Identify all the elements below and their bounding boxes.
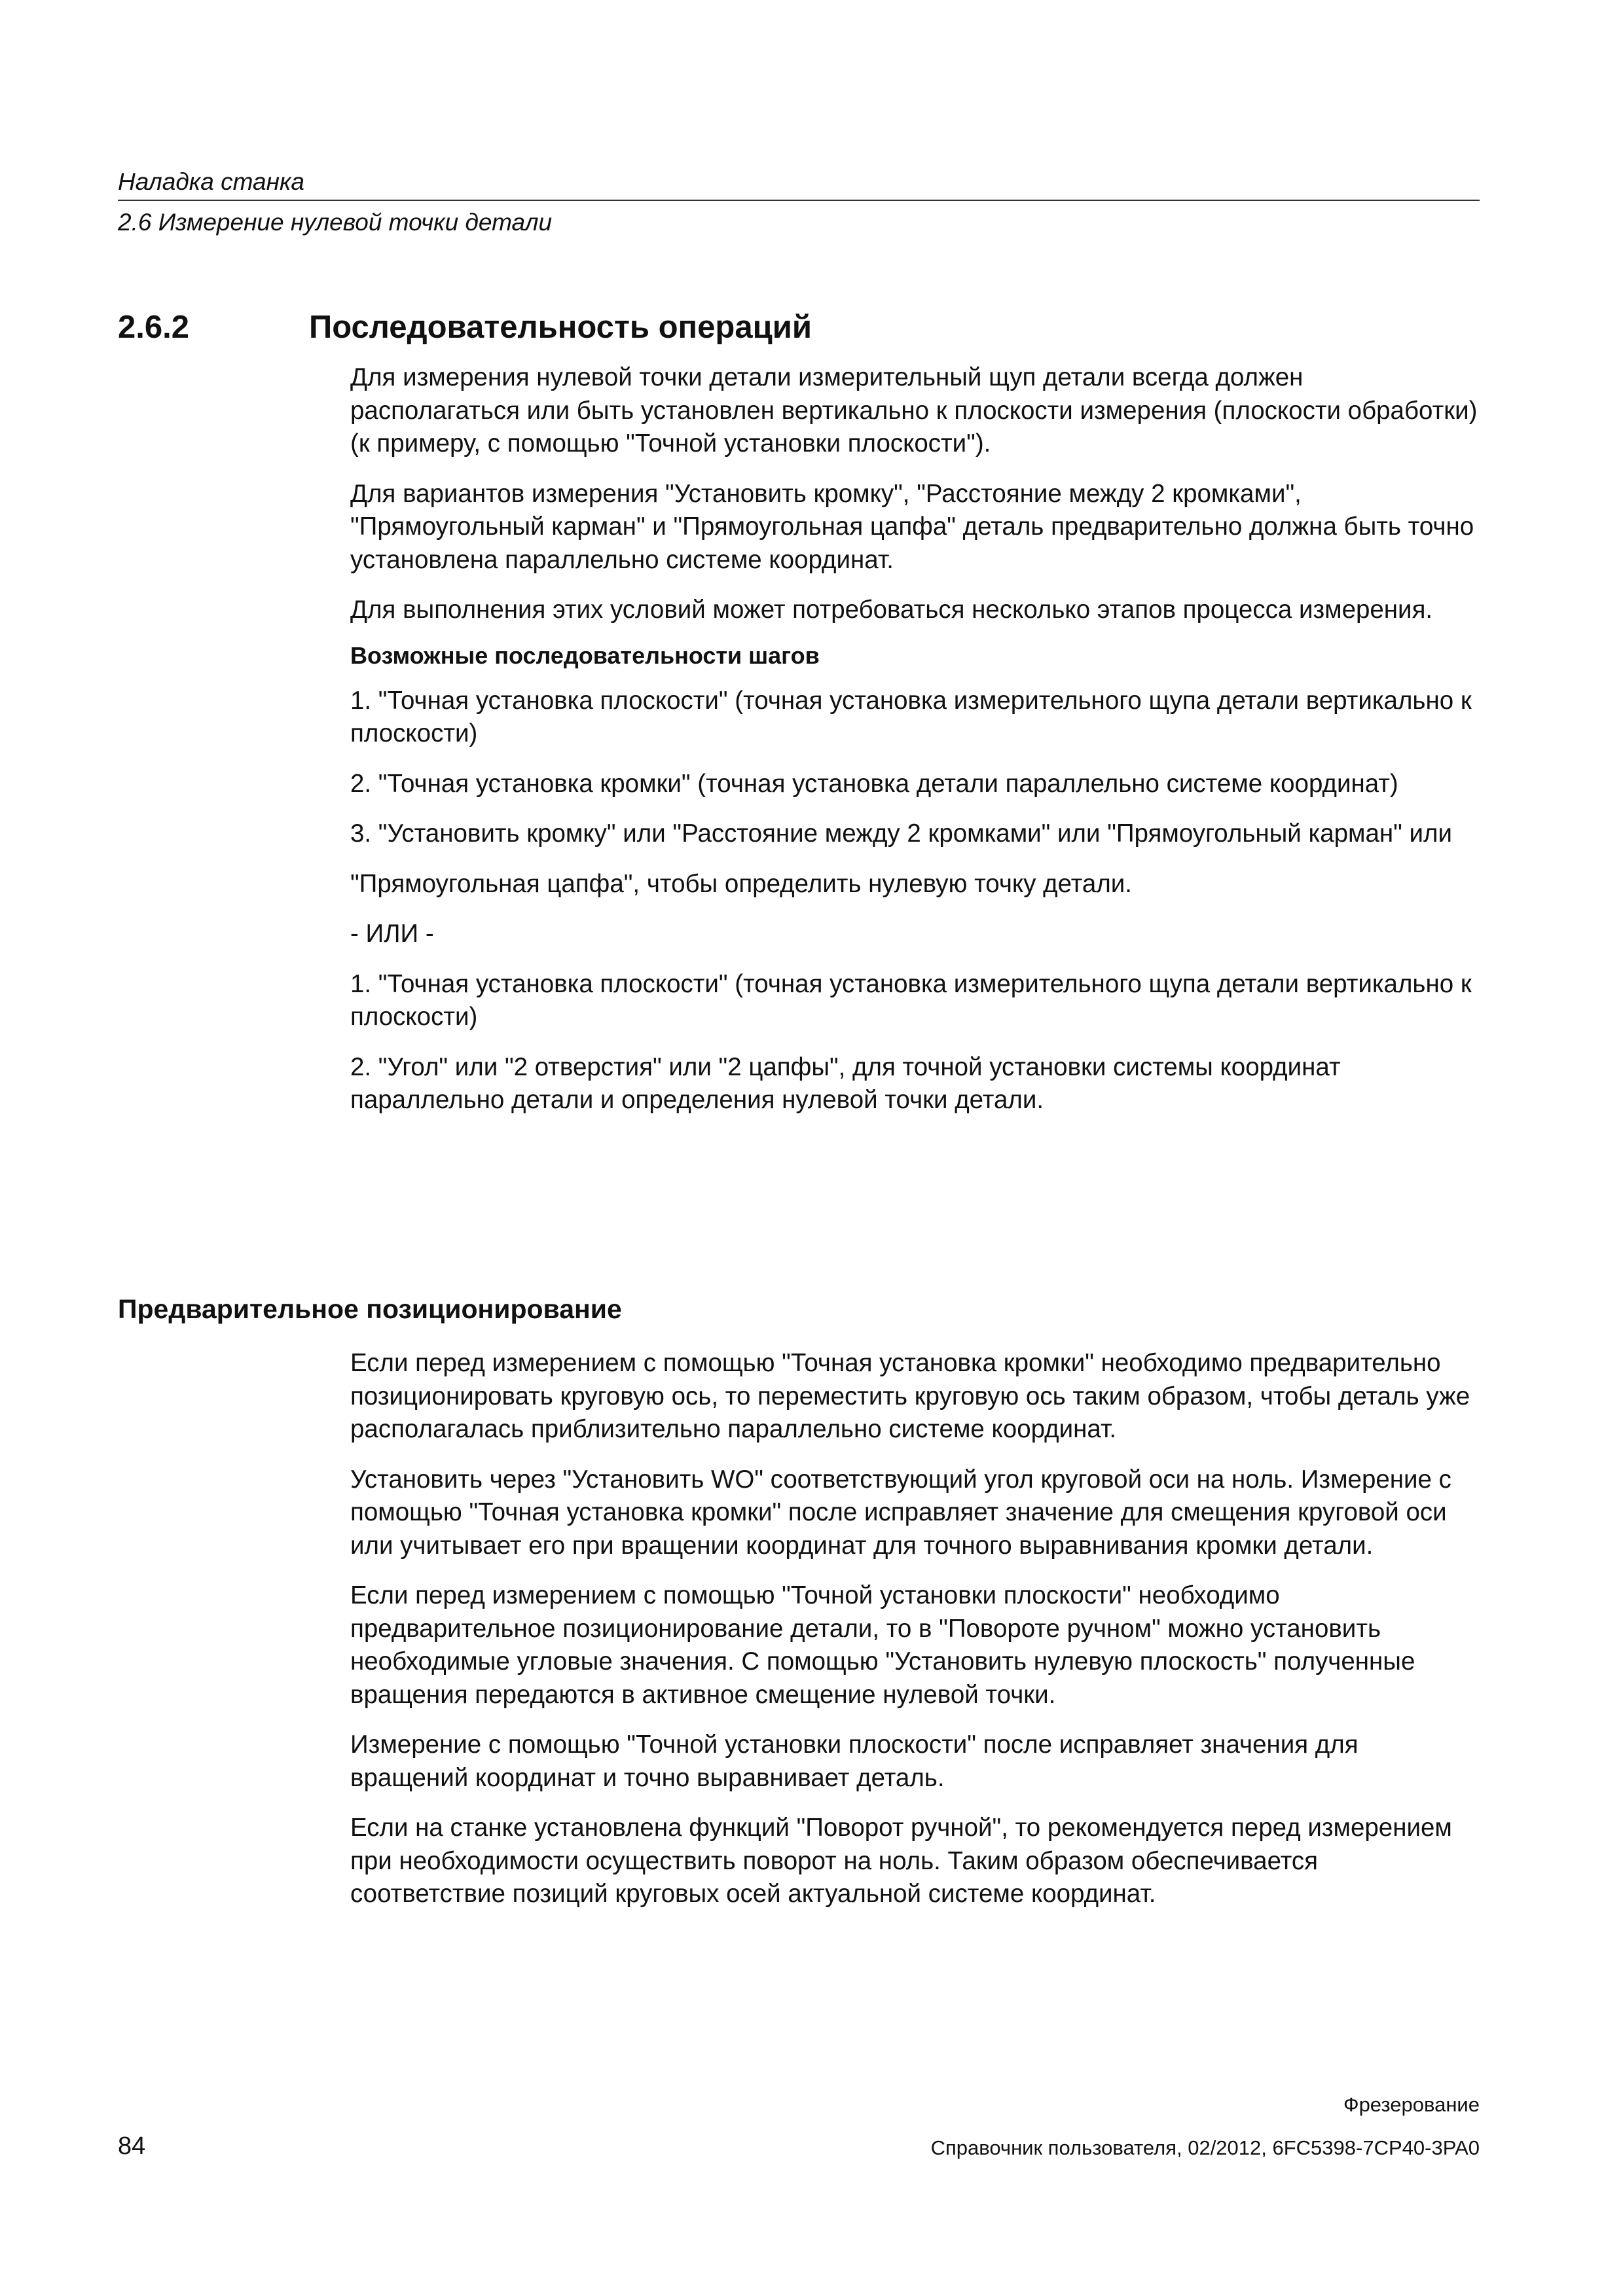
- page-number: 84: [118, 2132, 146, 2160]
- list-item: 1. "Точная установка плоскости" (точная установка измерительного щупа детали вертикально к плоскости): [350, 969, 1472, 1031]
- sequences-heading: Возможные последовательности шагов: [350, 641, 820, 669]
- list-item: 2. "Точная установка кромки" (точная установка детали параллельно системе координат): [350, 769, 1398, 798]
- list-item: 3. "Установить кромку" или "Расстояние между 2 кромками" или "Прямоугольный карман" или: [350, 819, 1453, 848]
- main-content: [350, 361, 1480, 1134]
- paragraph: Если на станке установлена функций "Поворот ручной", то рекомендуется перед измерением при необходимости осуществить поворот на ноль. Таким образом обеспечивается соответствие позиций круговых осей актуальной системе координат.: [350, 1814, 1452, 1908]
- section-title: Последовательность операций: [309, 310, 812, 345]
- section-number: 2.6.2: [118, 310, 189, 345]
- prepositioning-heading: Предварительное позиционирование: [118, 1294, 622, 1324]
- footer-reference: Справочник пользователя, 02/2012, 6FC5398-7CP40-3PA0: [930, 2136, 1480, 2159]
- header-divider: [118, 200, 1480, 201]
- paragraph: Измерение с помощью "Точной установки плоскости" после исправляет значения для вращений координат и точно выравнивает деталь.: [350, 1731, 1359, 1792]
- running-header-chapter: Наладка станка: [118, 168, 304, 195]
- list-item: 2. "Угол" или "2 отверстия" или "2 цапфы", для точной установки системы координат параллельно детали и определения нулевой точки детали.: [350, 1052, 1341, 1114]
- paragraph: Если перед измерением с помощью "Точная установка кромки" необходимо предварительно позиционировать круговую ось, то переместить круговую ось таким образом, чтобы деталь уже располагалась приблизительно параллельно системе координат.: [350, 1349, 1470, 1443]
- list-separator: - ИЛИ -: [350, 920, 434, 948]
- paragraph: Если перед измерением с помощью "Точной установки плоскости" необходимо предварительное позиционирование детали, то в "Повороте ручном" можно установить необходимые угловые значения. С помощью "Установить нулевую плоскость" полученные вращения передаются в активное смещение нулевой точки.: [350, 1581, 1415, 1709]
- paragraph: Для выполнения этих условий может потребоваться несколько этапов процесса измерения.: [350, 596, 1433, 624]
- list-item: 1. "Точная установка плоскости" (точная установка измерительного щупа детали вертикально к плоскости): [350, 686, 1472, 747]
- footer-book-title: Фрезерование: [1343, 2093, 1480, 2116]
- section-heading: [118, 308, 812, 347]
- paragraph: Установить через "Установить WO" соответствующий угол круговой оси на ноль. Измерение с помощью "Точная установка кромки" после исправляет значение для смещения круговой оси или учитывает его при вращении координат для точного выравнивания кромки детали.: [350, 1465, 1451, 1560]
- running-header-section: 2.6 Измерение нулевой точки детали: [118, 209, 553, 236]
- list-item: "Прямоугольная цапфа", чтобы определить нулевую точку детали.: [350, 869, 1133, 898]
- prepositioning-content: [350, 1347, 1480, 1928]
- paragraph: Для вариантов измерения "Установить кромку", "Расстояние между 2 кромками", "Прямоугольный карман" и "Прямоугольная цапфа" деталь предварительно должна быть точно установлена параллельно системе координат.: [350, 479, 1474, 574]
- paragraph: Для измерения нулевой точки детали измерительный щуп детали всегда должен располагаться или быть установлен вертикально к плоскости измерения (плоскости обработки) (к примеру, с помощью "Точной установки плоскости").: [350, 363, 1478, 457]
